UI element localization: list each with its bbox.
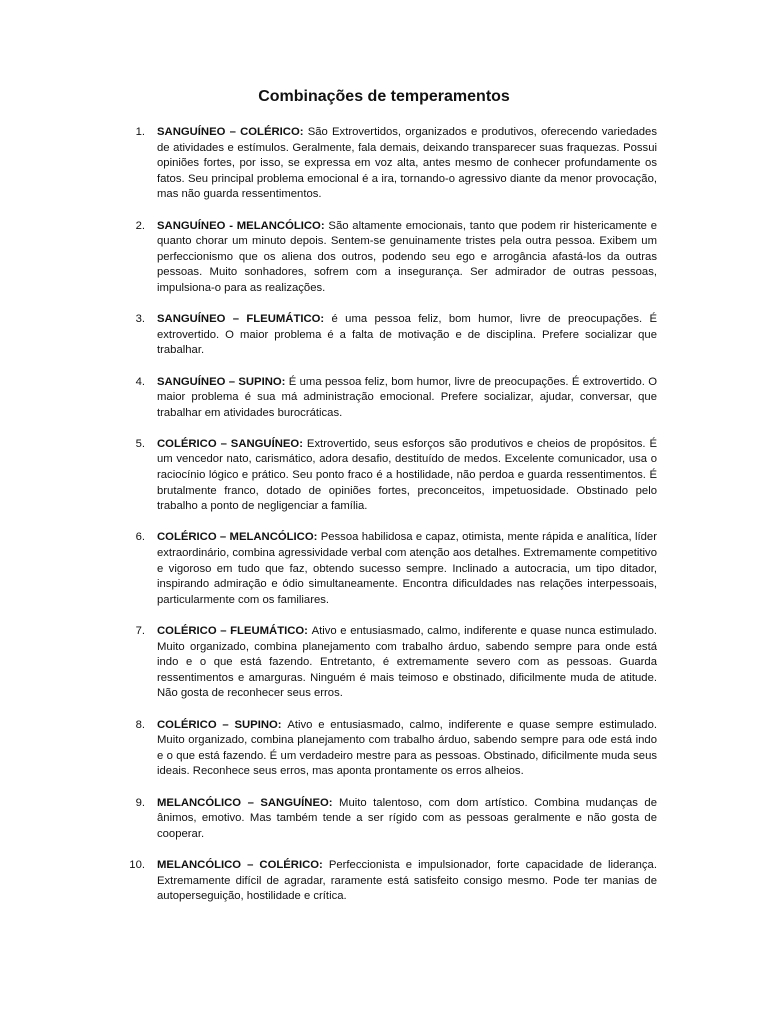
item-text: É uma pessoa feliz, bom humor, livre de preocupações. É extrovertido. O maior problema é sua má administração emocional. Prefere socializar, ajudar, conversar, que trabalhar em atividades burocráticas.: [157, 375, 657, 419]
item-heading: COLÉRICO – FLEUMÁTICO:: [157, 625, 312, 637]
item-heading: COLÉRICO – SUPINO:: [157, 718, 288, 731]
list-item: [120, 858, 657, 905]
item-heading: COLÉRICO – SANGUÍNEO:: [157, 437, 307, 450]
item-text: Perfeccionista e impulsionador, forte capacidade de liderança. Extremamente difícil de agradar, raramente está satisfeito consigo mesmo. Pode ter manias de autoperseguição, hostilidade e crítica.: [157, 858, 657, 903]
item-number: 4.: [135, 375, 145, 388]
item-heading: SANGUÍNEO - MELANCÓLICO:: [157, 219, 329, 232]
item-text: Ativo e entusiasmado, calmo, indiferente e quase sempre estimulado. Muito organizado, combina planejamento com trabalho árduo, sabendo sempre para ode está indo e o que está fazendo. É um verdadeiro mestre para as pessoas. Obstinado, dificilmente muda seus ideais. Reconhece seus erros, mas aponta prontamente os erros alheios.: [157, 718, 657, 778]
list-item: [120, 718, 657, 780]
item-heading: SANGUÍNEO – FLEUMÁTICO:: [157, 313, 332, 326]
list-item: [120, 624, 657, 702]
list-item: [120, 219, 657, 297]
item-text: São Extrovertidos, organizados e produtivos, oferecendo variedades de atividades e estímulos. Geralmente, fala demais, deixando transparecer suas fraquezas. Possui opiniões fortes, por isso, se expressa em voz alta, antes mesmo de conhecer profundamente os fatos. Seu principal problema emocional é a ira, tornando-o agressivo diante da menor provocação, mas não guarda ressentimentos.: [157, 126, 657, 201]
list-item: [120, 312, 657, 359]
item-text: Extrovertido, seus esforços são produtivos e cheios de propósitos. É um vencedor nato, carismático, adora desafio, destituído de medos. Excelente comunicador, usa o raciocínio lógico e prático. Seu ponto fraco é a hostilidade, não perdoa e guarda ressentimentos. É brutalmente franco, dotado de opiniões fortes, preconceitos, impetuosidade. Obstinado pelo trabalho a ponto de negligenciar a família.: [157, 437, 658, 513]
item-number: 8.: [135, 718, 145, 731]
list-item: [120, 125, 657, 203]
list-item: [120, 375, 657, 422]
list-item: [120, 530, 657, 608]
item-text: Pessoa habilidosa e capaz, otimista, mente rápida e analítica, líder extraordinário, combina agressividade verbal com atenção aos detalhes. Extremamente competitivo e vigoroso em tudo que faz, obtendo sucesso sempre. Inclinado a autocracia, um tipo ditador, inspirando admiração e ódio simultaneamente. Encontra dificuldades nas relações interpessoais, particularmente com os familiares.: [157, 531, 657, 606]
item-number: 6.: [135, 531, 145, 544]
item-heading: MELANCÓLICO – COLÉRICO:: [157, 858, 329, 871]
item-heading: SANGUÍNEO – SUPINO:: [157, 375, 289, 388]
item-text: é uma pessoa feliz, bom humor, livre de preocupações. É extrovertido. O maior problema é a falta de motivação e de disciplina. Prefere socializar que trabalhar.: [157, 313, 657, 357]
item-number: 3.: [135, 313, 145, 326]
item-heading: MELANCÓLICO – SANGUÍNEO:: [157, 796, 340, 809]
document-title: Combinações de temperamentos: [258, 88, 510, 105]
item-text: Muito talentoso, com dom artístico. Combina mudanças de ânimos, emotivo. Mas também tende a ser rígido com as pessoas geralmente e não gosta de cooperar.: [157, 796, 657, 840]
item-number: 2.: [135, 219, 145, 232]
item-number: 5.: [135, 437, 145, 450]
item-number: 9.: [135, 796, 145, 809]
item-number: 1.: [135, 126, 145, 138]
item-number: 10.: [129, 858, 145, 871]
item-heading: COLÉRICO – MELANCÓLICO:: [157, 531, 321, 544]
item-text: Ativo e entusiasmado, calmo, indiferente e quase nunca estimulado. Muito organizado, combina planejamento com trabalho árduo, sabendo sempre para onde está indo e o que está fazendo. Entretanto, é extremamente severo com as pessoas. Guarda ressentimentos e amarguras. Ninguém é mais teimoso e obstinado, dificilmente muda de atitude. Não gosta de reconhecer seus erros.: [157, 625, 657, 700]
item-text: São altamente emocionais, tanto que podem rir histericamente e quanto chorar um minuto depois. Sentem-se genuinamente tristes pela outra pessoa. Exibem um perfeccionismo que os aliena dos outros, podendo seu ego e arrogância afastá-los da outras pessoas. Muito sonhadores, sofrem com a insegurança. Ser admirador de outras pessoas, impulsiona-o para as realizações.: [157, 219, 657, 294]
temperament-list: [120, 125, 657, 920]
item-number: 7.: [135, 625, 145, 637]
item-heading: SANGUÍNEO – COLÉRICO:: [157, 126, 308, 138]
list-item: [120, 796, 657, 843]
list-item: [120, 437, 657, 515]
